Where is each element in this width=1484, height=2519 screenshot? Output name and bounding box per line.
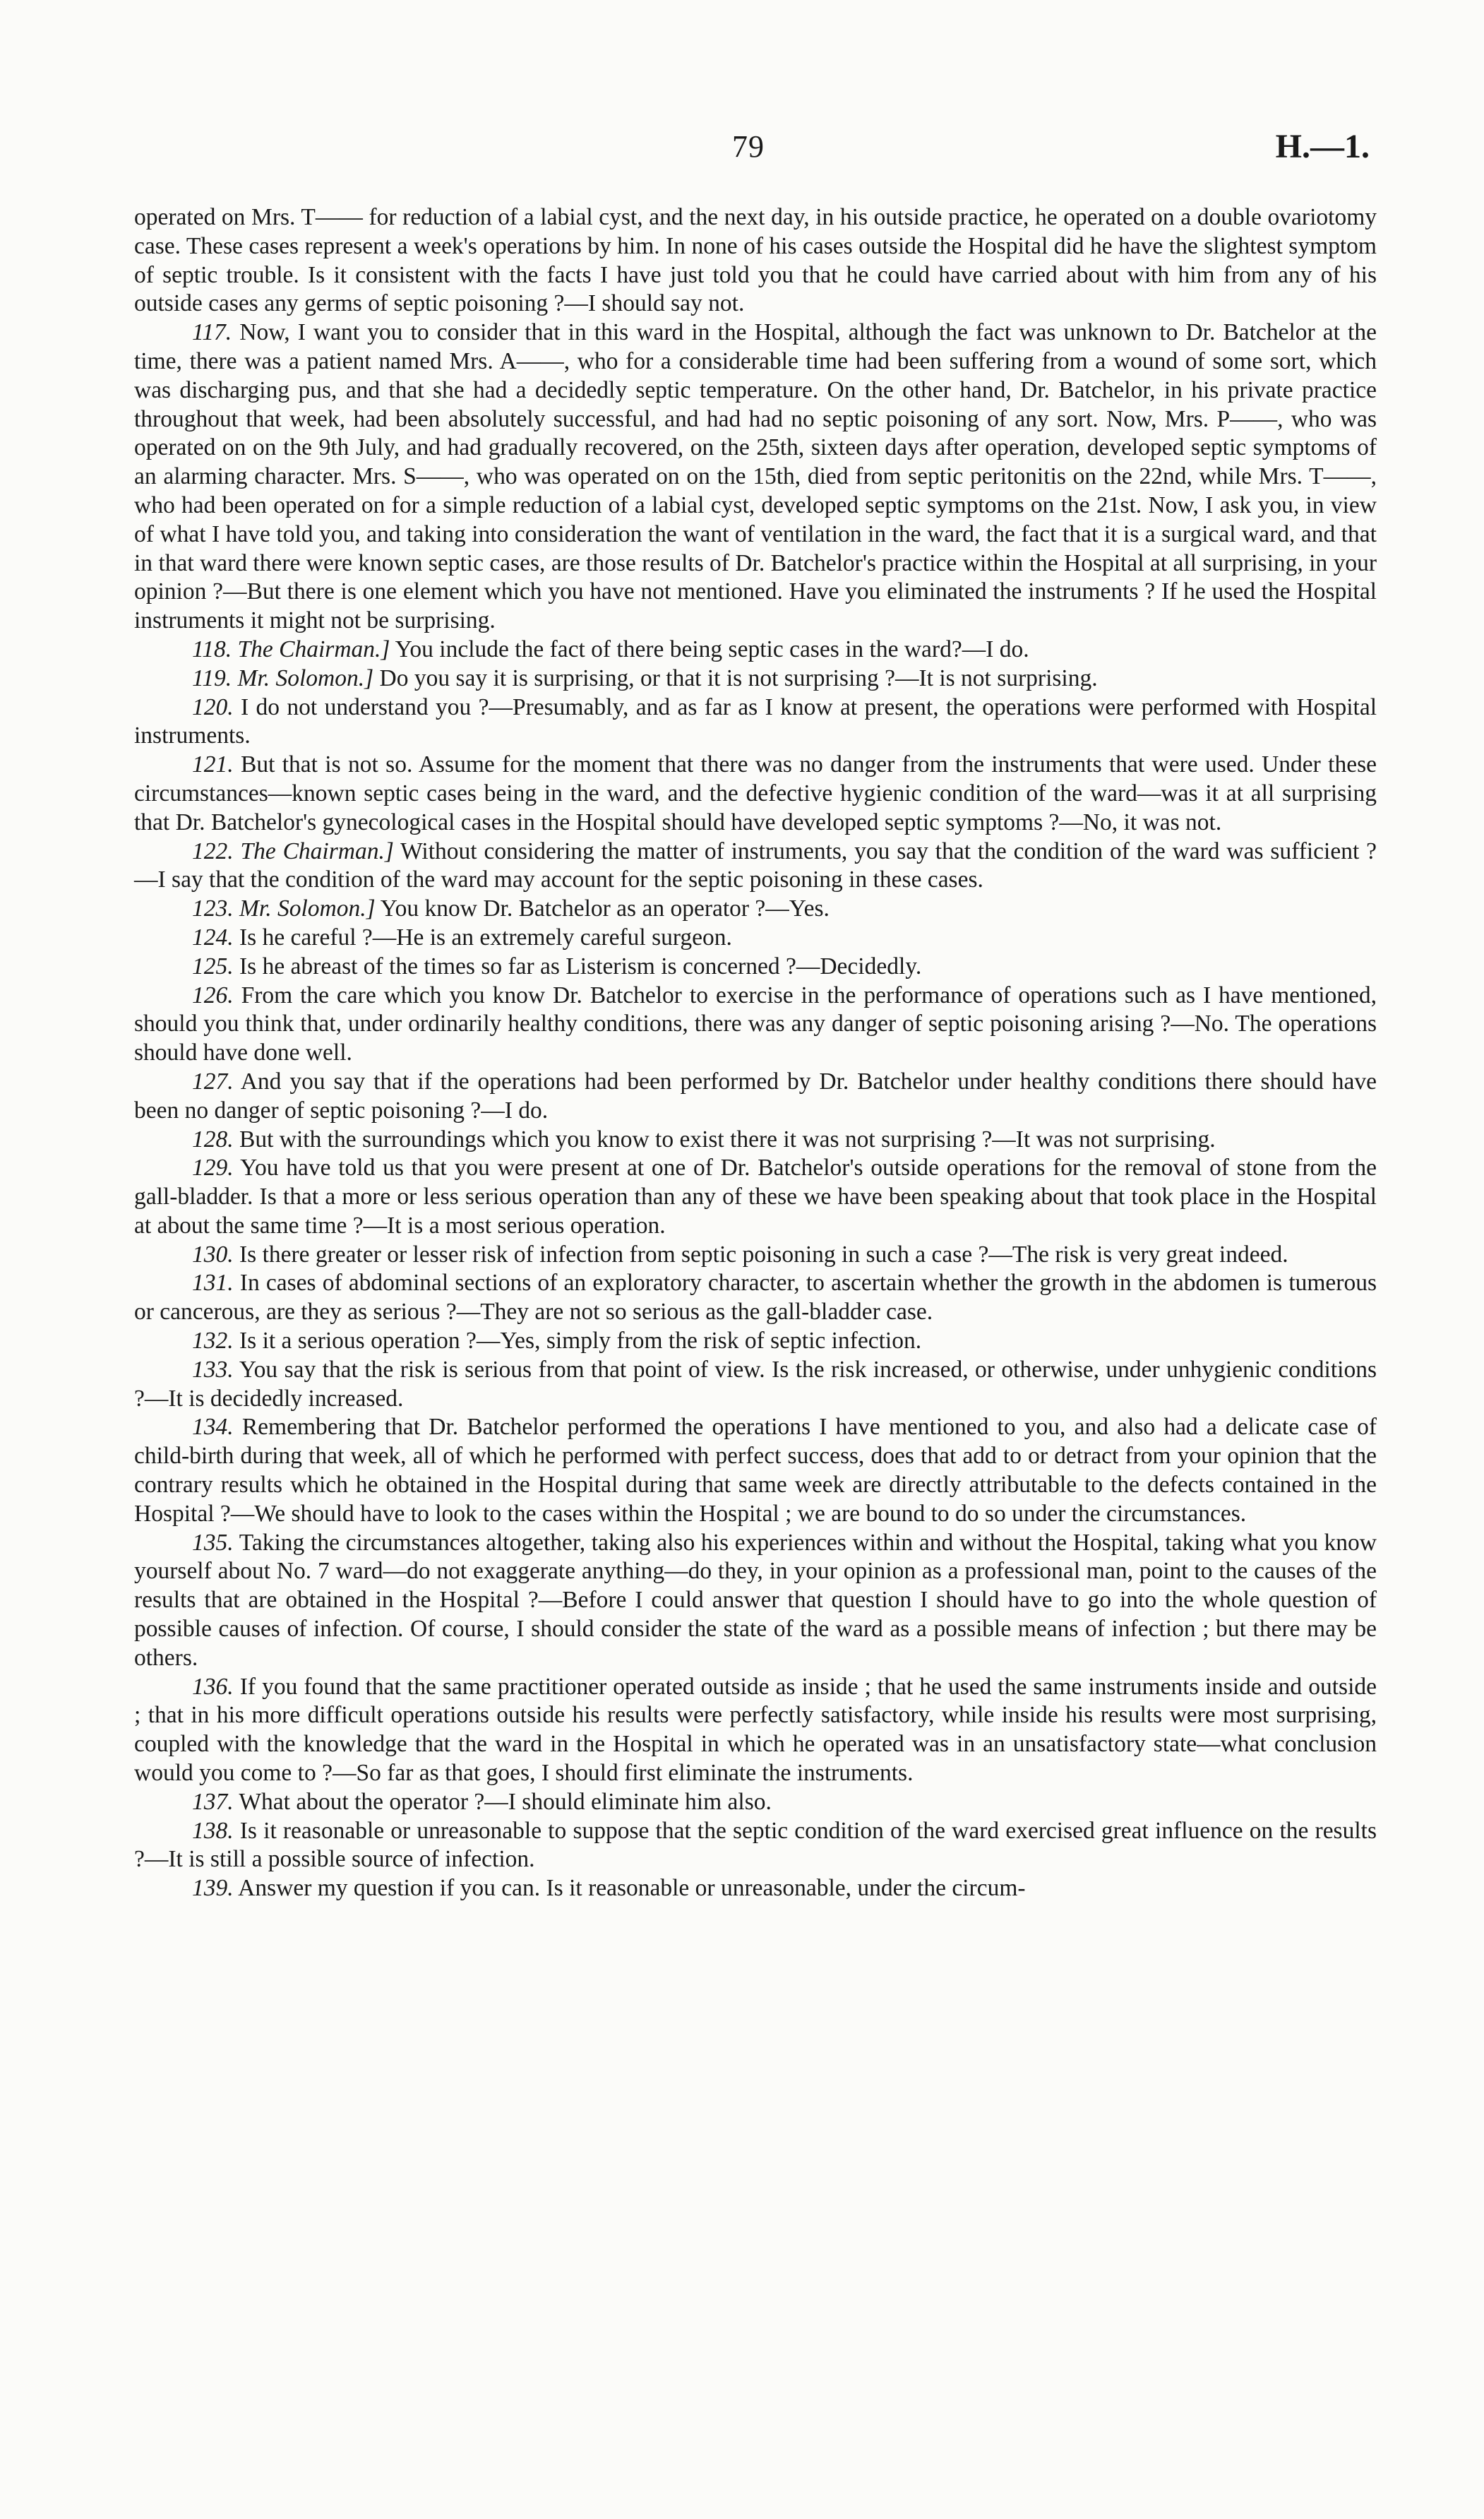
paragraph (134, 895, 1377, 924)
paragraph (134, 838, 1377, 895)
question-number: 136. (192, 1673, 234, 1700)
paragraph-text: I do not understand you ?—Presumably, and as far as I know at present, the operations were performed with Hospital instruments. (134, 693, 1377, 749)
question-number: 117. (192, 319, 232, 346)
paragraph (134, 1356, 1377, 1414)
question-number: 118. (192, 636, 232, 662)
question-number: 126. (192, 982, 234, 1008)
question-number: 129. (192, 1155, 234, 1181)
paragraph-text: If you found that the same practitioner operated outside as inside ; that he used the same instruments inside and outside ; that in his more difficult operations outside his results were perfectly satisfactory, while inside his results were most surprising, coupled with the knowledge that the ward in the Hospital in which he operated was in an unsatisfactory state—what conclusion would you come to ?—So far as that goes, I should first eliminate the instruments. (134, 1673, 1377, 1787)
question-number: 127. (192, 1068, 234, 1095)
question-number: 123. (192, 895, 234, 922)
paragraph (134, 1241, 1377, 1270)
paragraph-text: From the care which you know Dr. Batchelor to exercise in the performance of operations such as I have mentioned, should you think that, under ordinarily healthy conditions, there was any danger of septic poisoning arising ?—No. The operations should have done well. (134, 982, 1377, 1066)
paragraph-text: Is there greater or lesser risk of infection from septic poisoning in such a case ?—The risk is very great indeed. (239, 1241, 1288, 1268)
paragraph-text: But with the surroundings which you know to exist there it was not surprising ?—It was not surprising. (239, 1126, 1216, 1153)
paragraph (134, 1126, 1377, 1155)
paragraph (134, 1874, 1377, 1903)
paragraph (134, 636, 1377, 665)
paragraph (134, 924, 1377, 953)
question-number: 133. (192, 1356, 234, 1383)
question-number: 135. (192, 1529, 234, 1556)
paragraph (134, 318, 1377, 636)
paragraph-text: Remembering that Dr. Batchelor performed the operations I have mentioned to you, and also had a delicate case of child-birth during that week, all of which he performed with perfect success, does that add to or detract from your opinion that the contrary results which he obtained in the Hospital during that same week are directly attributable to the defects contained in the Hospital ?—We should have to look to the cases within the Hospital ; we are bound to do so under the circumstances. (134, 1414, 1377, 1527)
question-number: 122. (192, 838, 234, 864)
paragraph-text: But that is not so. Assume for the moment that there was no danger from the instruments that were used. Under these circumstances—known septic cases being in the ward, and the defective hygienic condition of the ward—was it at all surprising that Dr. Batchelor's gynecological cases in the Hospital should have developed septic symptoms ?—No, it was not. (134, 751, 1377, 835)
paragraph (134, 982, 1377, 1068)
question-number: 139. (192, 1875, 234, 1902)
document-reference: H.—1. (1275, 128, 1370, 165)
question-number: 131. (192, 1270, 234, 1297)
paragraph (134, 1673, 1377, 1788)
question-number: 121. (192, 751, 234, 778)
paragraph (134, 203, 1377, 318)
page-header (127, 113, 1370, 177)
paragraph (134, 1529, 1377, 1673)
paragraph-text: Taking the circumstances altogether, taking also his experiences within and without the Hospital, taking what you know yourself about No. 7 ward—do not exaggerate anything—do they, in your opinion as a professional man, point to the causes of the results that are obtained in the Hospital ?—Before I could answer that question I should have to go into the whole question of possible causes of infection. Of course, I should consider the state of the ward as a possible means of infection ; but there may be others. (134, 1529, 1377, 1671)
question-number: 132. (192, 1328, 234, 1354)
page-number: 79 (732, 129, 765, 164)
paragraph (134, 953, 1377, 982)
paragraph-text: Do you say it is surprising, or that it is not surprising ?—It is not surprising. (379, 665, 1098, 691)
speaker-label: The Chairman.] (237, 636, 390, 662)
paragraph-text: operated on Mrs. T—— for reduction of a labial cyst, and the next day, in his outside practice, he operated on a double ovariotomy case. These cases represent a week's operations by him. In none of his cases outside the Hospital did he have the slightest symptom of septic trouble. Is it consistent with the facts I have just told you that he could have carried about with him from any of his outside cases any germs of septic poisoning ?—I should say not. (134, 204, 1377, 317)
question-number: 119. (192, 665, 232, 691)
paragraph (134, 1788, 1377, 1817)
question-number: 138. (192, 1817, 234, 1844)
question-number: 124. (192, 924, 234, 951)
speaker-label: Mr. Solomon.] (239, 895, 376, 922)
paragraph-text: Is he abreast of the times so far as Listerism is concerned ?—Decidedly. (239, 953, 922, 979)
paragraph (134, 693, 1377, 751)
paragraph-text: You have told us that you were present at one of Dr. Batchelor's outside operations for the removal of stone from the gall-bladder. Is that a more or less serious operation than any of these we have been speaking about that took place in the Hospital at about the same time ?—It is a most serious operation. (134, 1155, 1377, 1239)
paragraph-text: Now, I want you to consider that in this ward in the Hospital, although the fact was unknown to Dr. Batchelor at the time, there was a patient named Mrs. A——, who for a considerable time had been suffering from a wound of some sort, which was discharging pus, and that she had a decidedly septic temperature. On the other hand, Dr. Batchelor, in his private practice throughout that week, had been absolutely successful, and had had no septic poisoning of any sort. Now, Mrs. P——, who was operated on on the 9th July, and had gradually recovered, on the 25th, sixteen days after operation, developed septic symptoms of an alarming character. Mrs. S——, who was operated on on the 15th, died from septic peritonitis on the 22nd, while Mrs. T——, who had been operated on for a simple reduction of a labial cyst, developed septic symptoms on the 21st. Now, I ask you, in view of what I have told you, and taking into consideration the want of ventilation in the ward, the fact that it is a surgical ward, and that in that ward there were known septic cases, are those results of Dr. Batchelor's practice within the Hospital at all surprising, in your opinion ?—But there is one element which you have not mentioned. Have you eliminated the instruments ? If he used the Hospital instruments it might not be surprising. (134, 319, 1377, 634)
paragraph-text: And you say that if the operations had been performed by Dr. Batchelor under healthy conditions there should have been no danger of septic poisoning ?—I do. (134, 1068, 1377, 1124)
speaker-label: Mr. Solomon.] (237, 665, 374, 691)
paragraph (134, 1327, 1377, 1356)
question-number: 134. (192, 1414, 234, 1441)
paragraph (134, 1413, 1377, 1528)
document-body (134, 203, 1377, 1903)
paragraph (134, 1068, 1377, 1126)
speaker-label: The Chairman.] (240, 838, 394, 864)
paragraph-text: You include the fact of there being septic cases in the ward?—I do. (395, 636, 1029, 662)
paragraph (134, 1817, 1377, 1875)
paragraph-text: Answer my question if you can. Is it reasonable or unreasonable, under the circum- (238, 1875, 1026, 1902)
question-number: 120. (192, 693, 234, 720)
paragraph (134, 665, 1377, 693)
question-number: 130. (192, 1241, 234, 1268)
question-number: 137. (192, 1788, 234, 1815)
paragraph (134, 1269, 1377, 1327)
paragraph (134, 751, 1377, 837)
paragraph-text: You know Dr. Batchelor as an operator ?—Yes. (380, 895, 830, 922)
paragraph-text: What about the operator ?—I should eliminate him also. (239, 1788, 772, 1815)
paragraph-text: You say that the risk is serious from that point of view. Is the risk increased, or otherwise, under unhygienic conditions ?—It is decidedly increased. (134, 1356, 1377, 1412)
paragraph-text: Is it reasonable or unreasonable to suppose that the septic condition of the ward exercised great influence on the results ?—It is still a possible source of infection. (134, 1817, 1377, 1873)
paragraph (134, 1154, 1377, 1240)
paragraph-text: Is he careful ?—He is an extremely careful surgeon. (239, 924, 732, 951)
paragraph-text: Without considering the matter of instruments, you say that the condition of the ward was sufficient ?—I say that the condition of the ward may account for the septic poisoning in these cases. (134, 838, 1377, 893)
question-number: 125. (192, 953, 234, 979)
paragraph-text: In cases of abdominal sections of an exploratory character, to ascertain whether the growth in the abdomen is tumerous or cancerous, are they as serious ?—They are not so serious as the gall-bladder case. (134, 1270, 1377, 1326)
question-number: 128. (192, 1126, 234, 1153)
paragraph-text: Is it a serious operation ?—Yes, simply from the risk of septic infection. (239, 1328, 922, 1354)
